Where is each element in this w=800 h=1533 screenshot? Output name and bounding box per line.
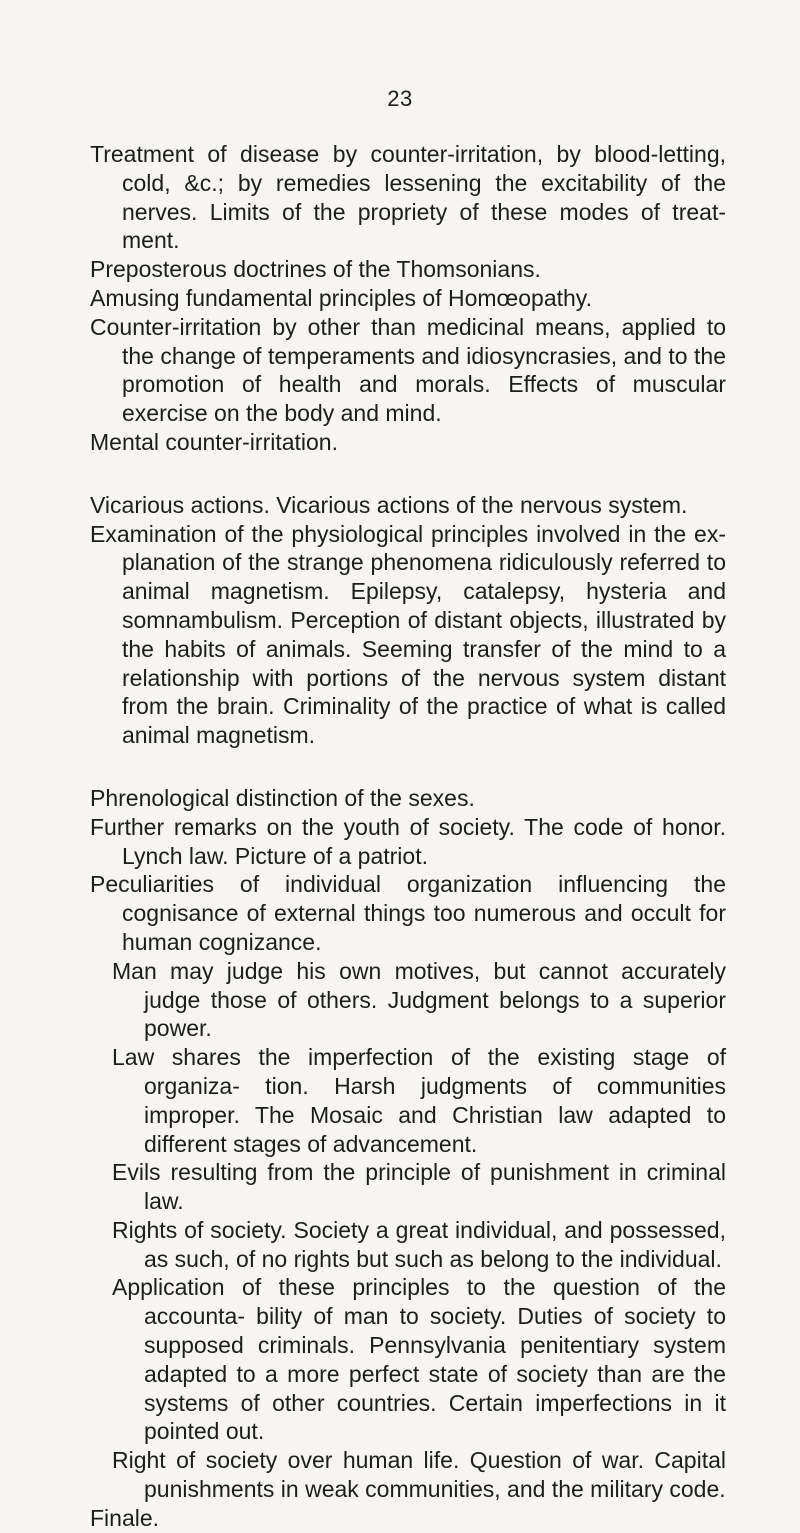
page-body xyxy=(90,140,726,1533)
paragraph-finale: Finale. xyxy=(90,1504,160,1531)
paragraph-mental-counter-irritation: Mental counter-irritation. xyxy=(90,428,338,455)
paragraph-rights-of-society: Rights of society. Society a great individual, and possessed, as such, of no rights but such as belong to the individual. xyxy=(112,1216,726,1272)
paragraph-human-life: Right of society over human life. Question of war. Capital punishments in weak communities, and the military code. xyxy=(112,1447,726,1503)
paragraph-homoeopathy: Amusing fundamental principles of Homœopathy. xyxy=(90,284,592,311)
paragraph-vicarious-actions: Vicarious actions. Vicarious actions of the nervous system. xyxy=(90,491,688,518)
paragraph-punishment-evils: Evils resulting from the principle of punishment in criminal law. xyxy=(112,1159,726,1215)
paragraph-law-imperfection: Law shares the imperfection of the existing stage of organiza- tion. Harsh judgments of communities improper. The Mosaic and Christian law adapted to different stages of advancement. xyxy=(112,1044,726,1157)
paragraph-individual-organization: Peculiarities of individual organization influencing the cognisance of external things too numerous and occult for human cognizance. xyxy=(90,871,726,955)
paragraph-phrenological-distinction: Phrenological distinction of the sexes. xyxy=(90,784,475,811)
page-number: 23 xyxy=(387,86,413,111)
paragraph-counter-irritation-treatment: Treatment of disease by counter-irritation, by blood-letting, cold, &c.; by remedies lessening the excitability of the nerves. Limits of the propriety of these modes of treat- ment. xyxy=(90,141,726,254)
paragraph-animal-magnetism: Examination of the physiological principles involved in the ex- planation of the strange phenomena ridiculously referred to animal magnetism. Epilepsy, catalepsy, hysteria and somnambulism. Perception of distant objects, illustrated by the habits of animals. Seeming transfer of the mind to a relationship with portions of the nervous system distant from the brain. Criminality of the practice of what is called animal magnetism. xyxy=(90,520,726,749)
paragraph-youth-of-society: Further remarks on the youth of society. The code of honor. Lynch law. Picture of a patriot. xyxy=(90,813,726,869)
paragraph-accountability: Application of these principles to the question of the accounta- bility of man to society. Duties of society to supposed criminals. Pennsylvania penitentiary system adapted to a more perfect state of society than are the systems of other countries. Certain imperfections in it pointed out. xyxy=(112,1274,726,1445)
paragraph-judge-motives: Man may judge his own motives, but cannot accurately judge those of others. Judgment belongs to a superior power. xyxy=(112,957,726,1042)
paragraph-non-medicinal-counter-irritation: Counter-irritation by other than medicinal means, applied to the change of temperaments and idiosyncrasies, and to the promotion of health and morals. Effects of muscular exercise on the body and mind. xyxy=(90,313,726,427)
paragraph-thomsonians: Preposterous doctrines of the Thomsonians. xyxy=(90,256,541,283)
